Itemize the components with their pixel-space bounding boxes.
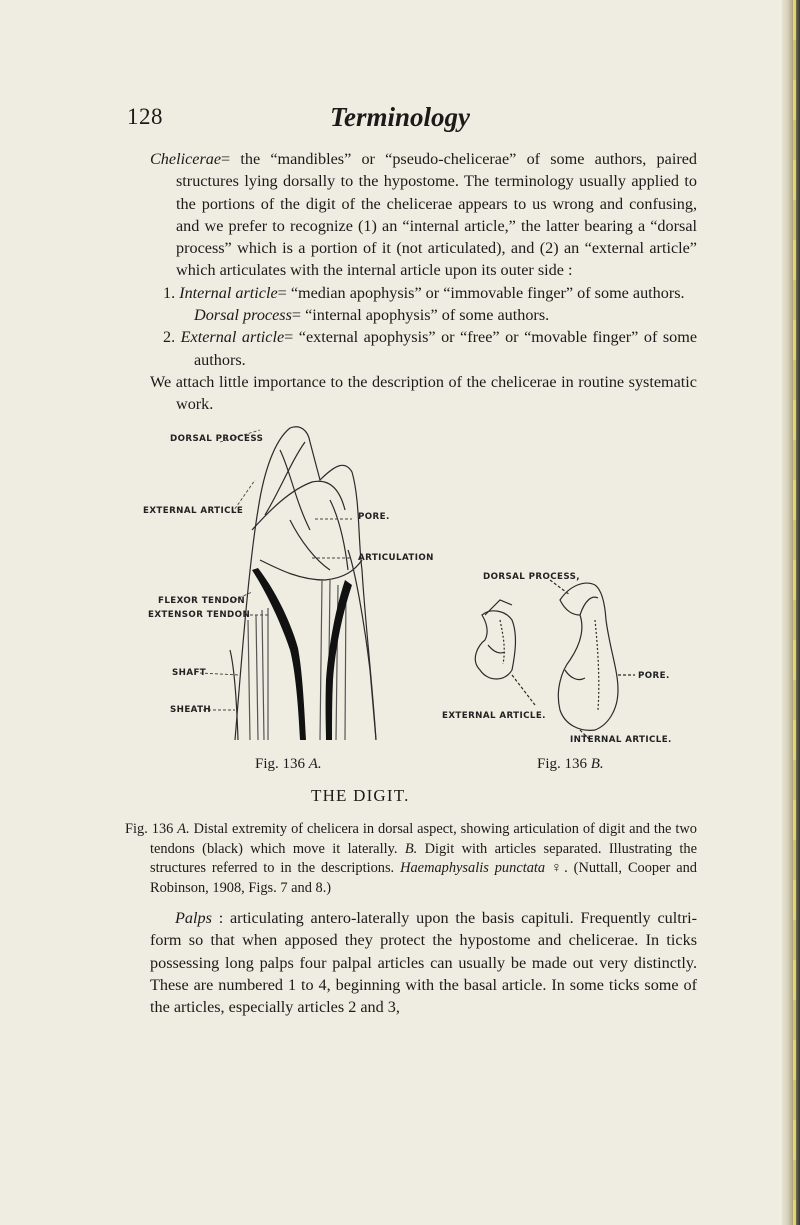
caption-a-text: Distal extremity of chelicera in dorsal aspect, showing articulation of digit and the two tendons (black) which move it laterally. [150, 821, 697, 857]
closing-paragraph: We attach little importance to the description of the chelicerae in routine systematic work. [150, 372, 697, 414]
caption-lead: Fig. 136 [125, 821, 174, 837]
item-2-number: 2. [163, 328, 176, 347]
fig-136a-number: Fig. 136 [255, 756, 306, 772]
page-edge [782, 0, 800, 1225]
body-text [150, 148, 697, 416]
label-sheath-a: SHEATH [170, 705, 212, 715]
label-external-article-b: EXTERNAL ARTICLE. [442, 711, 546, 721]
item-2-term: External article [180, 328, 285, 347]
item-1-number: 1. [163, 283, 176, 302]
caption-species: Haemaphysalis punctata [400, 860, 546, 877]
palps-definition: : articulating antero-laterally upon the basis capituli. Frequently cultri-form so that when apposed they protect the hypostome and chelicerae. In ticks possessing long palps four palpal articles can usually be made out very distinctly. These are numbered 1 to 4, beginning with the basal article. In some ticks some of the articles, especially articles 2 and 3, [150, 909, 697, 1017]
item-1-definition: = “median apophysis” or “immovable finger” of some authors. [277, 283, 685, 302]
caption-paragraph [125, 820, 697, 898]
label-external-article-a: EXTERNAL ARTICLE [143, 506, 244, 516]
chelicerae-term: Chelicerae [150, 150, 222, 168]
caption-b-text: Digit with articles separated. Illustrating the structures referred to in the descriptions. [150, 840, 697, 877]
label-shaft-a: SHAFT [172, 668, 207, 678]
label-extensor-tendon-a: EXTENSOR TENDON [148, 610, 251, 620]
chelicerae-paragraph [150, 148, 697, 282]
palps-paragraph [150, 907, 697, 1018]
palps-term: Palps [175, 909, 212, 927]
fig-136b-letter: B. [590, 756, 604, 772]
caption-sex: ♀ [551, 860, 565, 877]
caption-b-letter: B. [404, 840, 418, 857]
dorsal-process-line [150, 304, 697, 326]
label-flexor-tendon-a: FLEXOR TENDON [158, 596, 246, 606]
item-2 [150, 326, 697, 371]
figure-title: THE DIGIT. [311, 786, 410, 805]
item-2-definition: = “external apophysis” or “free” or “movable finger” of some authors. [194, 328, 698, 369]
palps-section [150, 907, 697, 1018]
label-dorsal-process-a: DORSAL PROCESS [170, 434, 264, 444]
dorsal-process-definition: = “internal apophysis” of some authors. [291, 306, 550, 325]
label-pore-a: PORE. [358, 512, 390, 522]
page-header [0, 104, 780, 140]
label-dorsal-process-b: DORSAL PROCESS, [483, 572, 581, 582]
fig-136a-label [255, 756, 322, 773]
item-1 [150, 282, 697, 304]
caption-a-letter: A. [177, 821, 190, 837]
figure-136 [140, 420, 720, 780]
label-articulation-a: ARTICULATION [358, 553, 434, 563]
item-1-term: Internal article [179, 283, 278, 302]
fig-136b-number: Fig. 136 [537, 756, 588, 772]
label-internal-article-b: INTERNAL ARTICLE. [570, 735, 672, 745]
label-pore-b: PORE. [638, 671, 670, 681]
caption-source: . (Nuttall, Cooper and Robinson, 1908, Figs. 7 and 8.) [150, 860, 697, 896]
chelicerae-definition: = the “mandibles” or “pseudo-chelicerae” of some authors, paired structures lying dorsally to the hypostome. The terminology usually applied to the portions of the digit of the chelicerae appears to us wrong and confusing, and we prefer to recognize (1) an “internal article,” the latter bearing a “dorsal process” which is a portion of it (not articulated), and (2) an “external article” which articulates with the internal article upon its outer side : [176, 150, 697, 280]
figure-caption [125, 820, 697, 898]
running-title: Terminology [330, 102, 471, 132]
dorsal-process-term: Dorsal process [194, 306, 292, 325]
fig-136b-label [537, 756, 604, 773]
fig-136a-letter: A. [308, 756, 322, 772]
page-number: 128 [127, 104, 163, 129]
